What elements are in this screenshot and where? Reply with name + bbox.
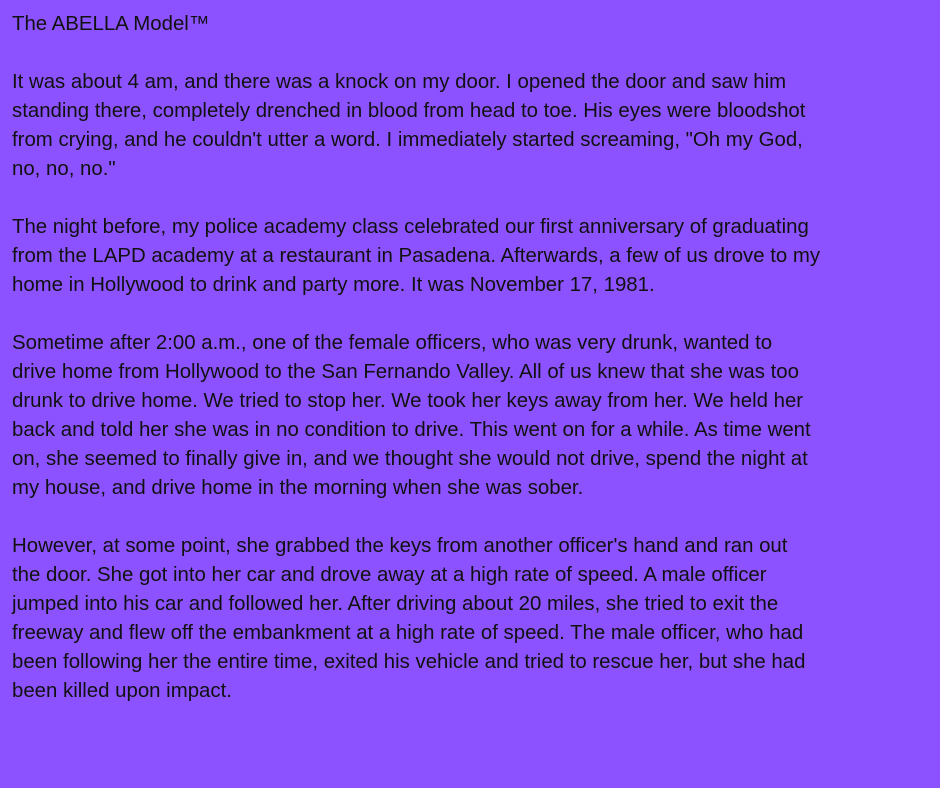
paragraph: [12, 329, 820, 503]
spacer: [12, 300, 820, 329]
document-body: [12, 68, 820, 706]
document: [12, 10, 820, 706]
paragraph-line: on, she seemed to finally give in, and we thought she would not drive, spend the night at: [12, 448, 808, 470]
paragraph-line: been following her the entire time, exited his vehicle and tried to rescue her, but she had: [12, 651, 806, 673]
paragraph-line: freeway and flew off the embankment at a high rate of speed. The male officer, who had: [12, 622, 804, 644]
paragraph-line: drunk to drive home. We tried to stop her. We took her keys away from her. We held her: [12, 390, 804, 412]
paragraph-line: my house, and drive home in the morning when she was sober.: [12, 477, 584, 499]
paragraph-line: been killed upon impact.: [12, 680, 232, 702]
spacer: [12, 503, 820, 532]
paragraph-line: jumped into his car and followed her. After driving about 20 miles, she tried to exit the: [12, 593, 779, 615]
paragraph-line: standing there, completely drenched in blood from head to toe. His eyes were bloodshot: [12, 100, 806, 122]
paragraph-line: back and told her she was in no condition to drive. This went on for a while. As time went: [12, 419, 811, 441]
paragraph-line: from the LAPD academy at a restaurant in Pasadena. Afterwards, a few of us drove to my: [12, 245, 821, 267]
spacer: [12, 39, 820, 68]
paragraph-line: It was about 4 am, and there was a knock on my door. I opened the door and saw him: [12, 71, 787, 93]
paragraph-line: drive home from Hollywood to the San Fernando Valley. All of us knew that she was too: [12, 361, 799, 383]
document-title: The ABELLA Model™: [12, 13, 210, 35]
paragraph-line: The night before, my police academy class celebrated our first anniversary of graduating: [12, 216, 809, 238]
paragraph: [12, 213, 820, 300]
paragraph-line: Sometime after 2:00 a.m., one of the female officers, who was very drunk, wanted to: [12, 332, 773, 354]
paragraph-line: the door. She got into her car and drove away at a high rate of speed. A male officer: [12, 564, 767, 586]
paragraph: [12, 532, 820, 706]
paragraph-line: home in Hollywood to drink and party more. It was November 17, 1981.: [12, 274, 655, 296]
paragraph-line: no, no, no.": [12, 158, 116, 180]
paragraph-line: from crying, and he couldn't utter a word. I immediately started screaming, "Oh my God,: [12, 129, 803, 151]
spacer: [12, 184, 820, 213]
paragraph: [12, 68, 820, 184]
paragraph-line: However, at some point, she grabbed the keys from another officer's hand and ran out: [12, 535, 788, 557]
